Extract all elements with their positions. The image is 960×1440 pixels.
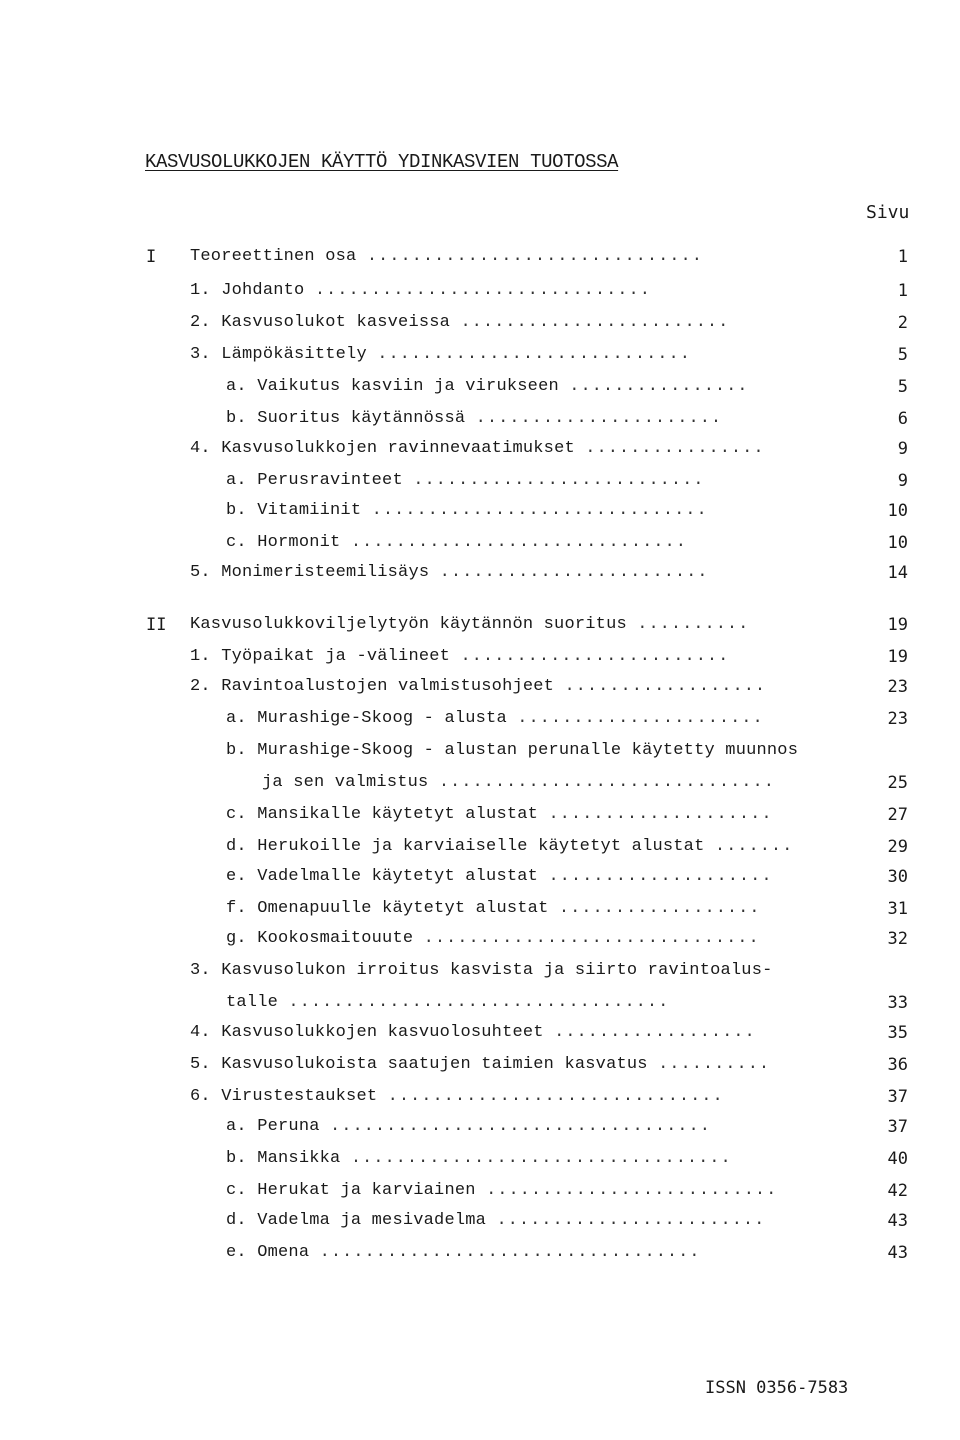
toc-leader-dots: .................. bbox=[554, 1023, 756, 1042]
toc-page-number: 6 bbox=[897, 409, 908, 429]
toc-page-number: 23 bbox=[887, 709, 908, 729]
toc-entry-number: 4. bbox=[190, 1023, 211, 1042]
toc-entry-title: Herukat ja karviainen bbox=[257, 1181, 476, 1200]
toc-entry[interactable] bbox=[226, 501, 708, 520]
toc-leader-dots: .............................. bbox=[314, 281, 651, 300]
toc-entry-title: Peruna bbox=[257, 1117, 320, 1136]
toc-entry-title: Mansikalle käytetyt alustat bbox=[257, 805, 539, 824]
toc-leader-dots: .......... bbox=[637, 615, 750, 634]
toc-entry[interactable] bbox=[190, 313, 729, 332]
toc-leader-dots: ....... bbox=[714, 837, 794, 856]
toc-entry[interactable] bbox=[190, 1055, 770, 1074]
toc-entry-title: Mansikka bbox=[257, 1149, 341, 1168]
toc-leader-dots: .............................. bbox=[371, 501, 708, 520]
toc-entry-number: c. bbox=[226, 805, 247, 824]
toc-page-number: 5 bbox=[897, 377, 908, 397]
toc-page-number: 27 bbox=[887, 805, 908, 825]
toc-entry-title: Vadelma ja mesivadelma bbox=[257, 1211, 487, 1230]
toc-entry-title: Teoreettinen osa bbox=[190, 247, 357, 266]
toc-entry-title: talle bbox=[226, 993, 279, 1012]
toc-entry[interactable] bbox=[226, 709, 764, 728]
toc-leader-dots: .............................. bbox=[350, 533, 687, 552]
toc-entry[interactable] bbox=[226, 993, 669, 1012]
toc-entry[interactable] bbox=[190, 345, 691, 364]
toc-leader-dots: .................... bbox=[548, 805, 773, 824]
toc-entry-number: 1. bbox=[190, 647, 211, 666]
toc-leader-dots: ........................ bbox=[460, 313, 730, 332]
toc-entry-number: b. bbox=[226, 1149, 247, 1168]
toc-entry[interactable] bbox=[190, 1087, 724, 1106]
toc-entry-title: Kasvusolukoista saatujen taimien kasvatus bbox=[221, 1055, 648, 1074]
toc-entry[interactable] bbox=[190, 247, 703, 266]
toc-entry-title: ja sen valmistus bbox=[262, 773, 429, 792]
toc-leader-dots: .................... bbox=[548, 867, 773, 886]
toc-page-number: 37 bbox=[887, 1117, 908, 1137]
issn-number: ISSN 0356-7583 bbox=[705, 1378, 849, 1398]
toc-leader-dots: .................................. bbox=[288, 993, 670, 1012]
toc-page-number: 29 bbox=[887, 837, 908, 857]
toc-page-number: 33 bbox=[887, 993, 908, 1013]
toc-entry-title: Murashige-Skoog - alusta bbox=[257, 709, 507, 728]
toc-entry-title: Kookosmaitouute bbox=[257, 929, 414, 948]
toc-entry-title: Ravintoalustojen valmistusohjeet bbox=[221, 677, 555, 696]
toc-entry[interactable] bbox=[226, 805, 773, 824]
toc-entry-title: Lämpökäsittely bbox=[221, 345, 367, 364]
toc-leader-dots: ........................ bbox=[496, 1211, 766, 1230]
toc-leader-dots: .............................. bbox=[366, 247, 703, 266]
toc-entry-number: a. bbox=[226, 471, 247, 490]
toc-leader-dots: .............................. bbox=[387, 1087, 724, 1106]
toc-page-number: 5 bbox=[897, 345, 908, 365]
toc-entry-title: Hormonit bbox=[257, 533, 341, 552]
toc-entry-number: 5. bbox=[190, 563, 211, 582]
toc-page-number: 1 bbox=[897, 281, 908, 301]
toc-entry[interactable] bbox=[226, 929, 760, 948]
toc-page-number: 19 bbox=[887, 647, 908, 667]
toc-entry-title: Perusravinteet bbox=[257, 471, 403, 490]
toc-entry-number: 4. bbox=[190, 439, 211, 458]
toc-leader-dots: .............................. bbox=[438, 773, 775, 792]
toc-entry-number: 5. bbox=[190, 1055, 211, 1074]
toc-page-number: 10 bbox=[887, 501, 908, 521]
toc-entry-number: g. bbox=[226, 929, 247, 948]
toc-page-number: 31 bbox=[887, 899, 908, 919]
toc-page-number: 9 bbox=[897, 439, 908, 459]
toc-entry-number: c. bbox=[226, 533, 247, 552]
toc-page-number: 10 bbox=[887, 533, 908, 553]
toc-page-number: 32 bbox=[887, 929, 908, 949]
toc-page-number: 2 bbox=[897, 313, 908, 333]
toc-entry[interactable] bbox=[226, 409, 722, 428]
toc-entry-number: 6. bbox=[190, 1087, 211, 1106]
toc-entry-title: Omenapuulle käytetyt alustat bbox=[257, 899, 549, 918]
toc-leader-dots: .................................. bbox=[330, 1117, 711, 1136]
toc-entry-number: 2. bbox=[190, 677, 211, 696]
toc-page-number: 30 bbox=[887, 867, 908, 887]
toc-entry-number: b. bbox=[226, 741, 247, 760]
page-column-header: Sivu bbox=[866, 202, 910, 223]
toc-entry-number: 2. bbox=[190, 313, 211, 332]
toc-entry-number: a. bbox=[226, 709, 247, 728]
toc-entry[interactable] bbox=[226, 1211, 765, 1230]
toc-entry-title: Virustestaukset bbox=[221, 1087, 378, 1106]
toc-leader-dots: ........................ bbox=[460, 647, 730, 666]
toc-entry[interactable] bbox=[226, 1243, 701, 1262]
toc-page-number: 43 bbox=[887, 1243, 908, 1263]
toc-entry-title: Murashige-Skoog - alustan perunalle käytetty muunnos bbox=[257, 741, 799, 760]
toc-entry-number: 1. bbox=[190, 281, 211, 300]
toc-entry-title: Suoritus käytännössä bbox=[257, 409, 466, 428]
toc-entry-number: c. bbox=[226, 1181, 247, 1200]
toc-entry-number: a. bbox=[226, 377, 247, 396]
toc-entry-title: Vadelmalle käytetyt alustat bbox=[257, 867, 539, 886]
toc-leader-dots: ...................... bbox=[517, 709, 764, 728]
toc-entry[interactable] bbox=[226, 471, 705, 490]
toc-entry-number: e. bbox=[226, 867, 247, 886]
toc-entry-title: Johdanto bbox=[221, 281, 305, 300]
toc-entry[interactable] bbox=[190, 439, 765, 458]
toc-page-number: 42 bbox=[887, 1181, 908, 1201]
toc-entry[interactable] bbox=[226, 1181, 777, 1200]
toc-entry-title: Kasvusolukkoviljelytyön käytännön suoritus bbox=[190, 615, 627, 634]
toc-entry-title: Vaikutus kasviin ja virukseen bbox=[257, 377, 559, 396]
toc-entry[interactable] bbox=[190, 615, 749, 634]
toc-entry[interactable] bbox=[190, 1023, 756, 1042]
toc-entry-number: a. bbox=[226, 1117, 247, 1136]
toc-entry-title: Monimeristeemilisäys bbox=[221, 563, 430, 582]
toc-entry-number: e. bbox=[226, 1243, 247, 1262]
toc-entry-title: Kasvusolukot kasveissa bbox=[221, 313, 451, 332]
toc-entry-number: 3. bbox=[190, 345, 211, 364]
toc-page-number: 40 bbox=[887, 1149, 908, 1169]
toc-page-number: 19 bbox=[887, 615, 908, 635]
toc-page-number: 36 bbox=[887, 1055, 908, 1075]
toc-entry[interactable] bbox=[190, 961, 773, 980]
toc-page-number: 25 bbox=[887, 773, 908, 793]
toc-page-number: 1 bbox=[897, 247, 908, 267]
toc-entry-number: d. bbox=[226, 837, 247, 856]
toc-entry[interactable] bbox=[262, 773, 775, 792]
toc-entry-title: Vitamiinit bbox=[257, 501, 362, 520]
toc-entry-title: Kasvusolukkojen kasvuolosuhteet bbox=[221, 1023, 544, 1042]
toc-leader-dots: .............................. bbox=[423, 929, 760, 948]
toc-entry-number: d. bbox=[226, 1211, 247, 1230]
toc-entry[interactable] bbox=[226, 899, 761, 918]
toc-entry[interactable] bbox=[226, 1117, 711, 1136]
toc-leader-dots: .......... bbox=[658, 1055, 771, 1074]
toc-entry[interactable] bbox=[226, 1149, 732, 1168]
toc-roman-numeral: II bbox=[146, 615, 167, 635]
toc-leader-dots: ................ bbox=[585, 439, 765, 458]
toc-entry[interactable] bbox=[226, 837, 793, 856]
toc-page-number: 37 bbox=[887, 1087, 908, 1107]
toc-entry-number: f. bbox=[226, 899, 247, 918]
toc-leader-dots: .................................. bbox=[350, 1149, 732, 1168]
toc-leader-dots: .................. bbox=[564, 677, 767, 696]
toc-entry[interactable] bbox=[226, 867, 773, 886]
document-title: KASVUSOLUKKOJEN KÄYTTÖ YDINKASVIEN TUOTOSSA bbox=[145, 151, 619, 173]
toc-roman-numeral: I bbox=[146, 247, 157, 267]
toc-leader-dots: ........................ bbox=[439, 563, 709, 582]
toc-page-number: 14 bbox=[887, 563, 908, 583]
toc-entry[interactable] bbox=[190, 677, 766, 696]
toc-entry[interactable] bbox=[226, 377, 749, 396]
toc-entry-number: b. bbox=[226, 409, 247, 428]
toc-leader-dots: .......................... bbox=[413, 471, 705, 490]
toc-leader-dots: .......................... bbox=[486, 1181, 778, 1200]
toc-leader-dots: ............................ bbox=[377, 345, 691, 364]
toc-entry[interactable] bbox=[190, 281, 651, 300]
toc-entry-number: 3. bbox=[190, 961, 211, 980]
toc-leader-dots: ................ bbox=[569, 377, 749, 396]
toc-page-number: 9 bbox=[897, 471, 908, 491]
toc-entry[interactable] bbox=[226, 741, 798, 760]
toc-entry[interactable] bbox=[190, 647, 729, 666]
toc-page-number: 23 bbox=[887, 677, 908, 697]
toc-entry[interactable] bbox=[226, 533, 687, 552]
toc-leader-dots: .................. bbox=[558, 899, 761, 918]
toc-entry-title: Työpaikat ja -välineet bbox=[221, 647, 451, 666]
toc-leader-dots: ...................... bbox=[475, 409, 723, 428]
toc-entry-title: Omena bbox=[257, 1243, 310, 1262]
toc-page-number: 43 bbox=[887, 1211, 908, 1231]
toc-entry[interactable] bbox=[190, 563, 709, 582]
toc-entry-title: Kasvusolukkojen ravinnevaatimukset bbox=[221, 439, 575, 458]
toc-page-number: 35 bbox=[887, 1023, 908, 1043]
toc-entry-title: Kasvusolukon irroitus kasvista ja siirto ravintoalus- bbox=[221, 961, 773, 980]
toc-entry-number: b. bbox=[226, 501, 247, 520]
toc-entry-title: Herukoille ja karviaiselle käytetyt alustat bbox=[257, 837, 705, 856]
toc-leader-dots: .................................. bbox=[319, 1243, 701, 1262]
